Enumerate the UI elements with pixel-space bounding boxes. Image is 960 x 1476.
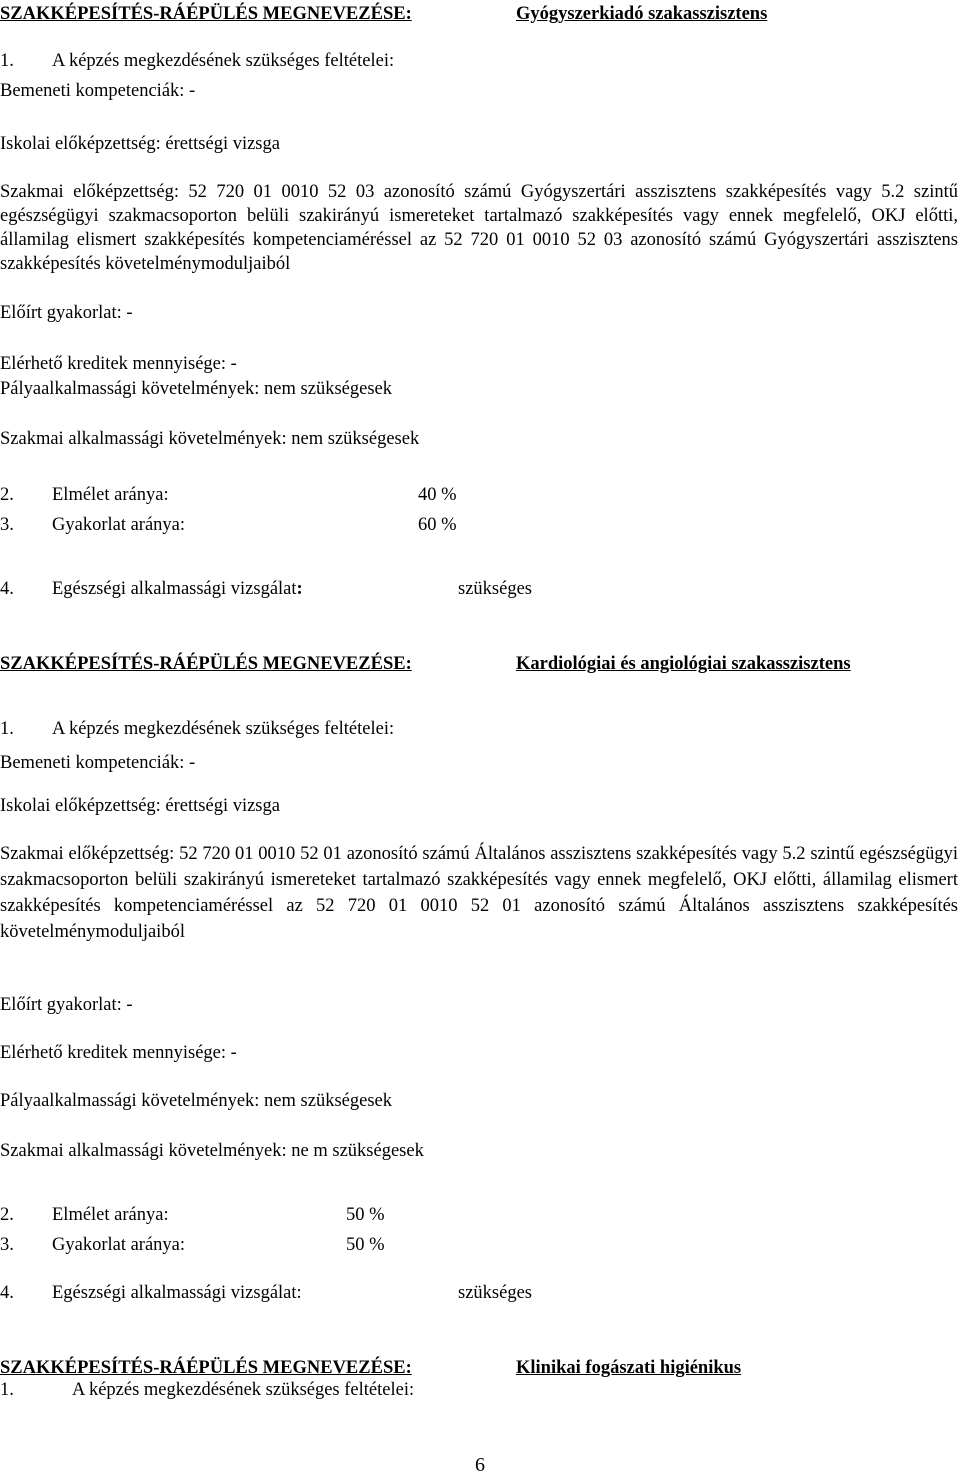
section1-entry-competencies: Bemeneti kompetenciák: -	[0, 81, 196, 101]
section1-prereq-title: A képzés megkezdésének szükséges feltételei:	[52, 51, 395, 71]
section1-practice-value: 60 %	[418, 515, 457, 535]
section2-practice-value: 50 %	[346, 1235, 385, 1255]
section2-prereq-title: A képzés megkezdésének szükséges feltételei:	[52, 719, 395, 739]
section2-health-check-row	[0, 1282, 302, 1304]
section2-qualification-name: Kardiológiai és angiológiai szakasszisztens	[516, 654, 851, 674]
section2-entry-competencies: Bemeneti kompetenciák: -	[0, 753, 196, 773]
section2-practice-number: 3.	[0, 1235, 14, 1255]
section2-health-value: szükséges	[458, 1283, 532, 1303]
section3-qualification-name: Klinikai fogászati higiénikus	[516, 1358, 742, 1378]
section1-health-colon: :	[296, 579, 303, 599]
section2-practice-label: Gyakorlat aránya:	[52, 1235, 186, 1255]
section1-professional-qualification: Szakmai előképzettség: 52 720 01 0010 52 03 azonosító számú Gyógyszertári asszisztens szakképesítés vagy 5.2 szintű egészségügyi szakmacsoporton belüli szakirányú ismereteket tartalmazó szakképesítés vagy ennek megfelelő, OKJ előtti, államilag elismert szakképesítés kompetenciaméréssel az 52 720 01 0010 52 03 azonosító számú Gyógyszertári asszisztens szakképesítés követelménymoduljaiból	[0, 182, 958, 274]
section2-theory-number: 2.	[0, 1205, 14, 1225]
section1-practice-number: 3.	[0, 515, 14, 535]
section2-theory-value: 50 %	[346, 1205, 385, 1225]
section1-practice-label: Gyakorlat aránya:	[52, 515, 186, 535]
section2-prereq-number: 1.	[0, 719, 14, 739]
section2-career-requirements: Pályaalkalmassági követelmények: nem szükségesek	[0, 1091, 392, 1111]
section1-heading: SZAKKÉPESÍTÉS-RÁÉPÜLÉS MEGNEVEZÉSE:	[0, 4, 412, 24]
section2-credits: Elérhető kreditek mennyisége: -	[0, 1043, 237, 1063]
section2-health-label: Egészségi alkalmassági vizsgálat:	[52, 1283, 302, 1303]
section1-practice-ratio-row	[0, 514, 185, 536]
section1-prereq-heading	[0, 50, 394, 72]
section1-theory-ratio-row	[0, 484, 169, 506]
section1-aptitude-requirements: Szakmai alkalmassági követelmények: nem szükségesek	[0, 429, 420, 449]
section2-prereq-heading	[0, 718, 394, 740]
section2-theory-label: Elmélet aránya:	[52, 1205, 169, 1225]
section1-career-requirements: Pályaalkalmassági követelmények: nem szükségesek	[0, 379, 392, 399]
section1-prereq-number: 1.	[0, 51, 14, 71]
section1-health-check-row	[0, 578, 303, 600]
section1-qualification-name: Gyógyszerkiadó szakasszisztens	[516, 4, 768, 24]
section1-health-value: szükséges	[458, 579, 532, 599]
section1-health-label: Egészségi alkalmassági vizsgálat	[52, 579, 297, 599]
section2-aptitude-requirements: Szakmai alkalmassági követelmények: ne m szükségesek	[0, 1141, 424, 1161]
section2-professional-qualification: Szakmai előképzettség: 52 720 01 0010 52 01 azonosító számú Általános asszisztens szakképesítés vagy 5.2 szintű egészségügyi szakmacsoporton belüli szakirányú ismereteket tartalmazó szakképesítés vagy ennek megfelelő, OKJ előtti, államilag elismert szakképesítés kompetenciaméréssel az 52 720 01 0010 52 01 azonosító számú Általános asszisztens szakképesítés követelménymoduljaiból	[0, 844, 958, 942]
section2-theory-ratio-row	[0, 1204, 169, 1226]
section3-prereq-heading	[0, 1379, 414, 1401]
section3-prereq-number: 1.	[0, 1380, 14, 1400]
section1-credits: Elérhető kreditek mennyisége: -	[0, 354, 237, 374]
page-number: 6	[475, 1454, 485, 1476]
section2-heading: SZAKKÉPESÍTÉS-RÁÉPÜLÉS MEGNEVEZÉSE:	[0, 654, 412, 674]
section1-required-practice: Előírt gyakorlat: -	[0, 303, 133, 323]
section3-heading: SZAKKÉPESÍTÉS-RÁÉPÜLÉS MEGNEVEZÉSE:	[0, 1358, 412, 1378]
section2-required-practice: Előírt gyakorlat: -	[0, 995, 133, 1015]
section1-health-number: 4.	[0, 579, 14, 599]
section2-school-qualification: Iskolai előképzettség: érettségi vizsga	[0, 796, 280, 816]
section1-theory-label: Elmélet aránya:	[52, 485, 169, 505]
section1-theory-number: 2.	[0, 485, 14, 505]
section3-prereq-title: A képzés megkezdésének szükséges feltételei:	[72, 1380, 415, 1400]
section1-theory-value: 40 %	[418, 485, 457, 505]
section1-school-qualification: Iskolai előképzettség: érettségi vizsga	[0, 134, 280, 154]
section2-practice-ratio-row	[0, 1234, 185, 1256]
section2-health-number: 4.	[0, 1283, 14, 1303]
